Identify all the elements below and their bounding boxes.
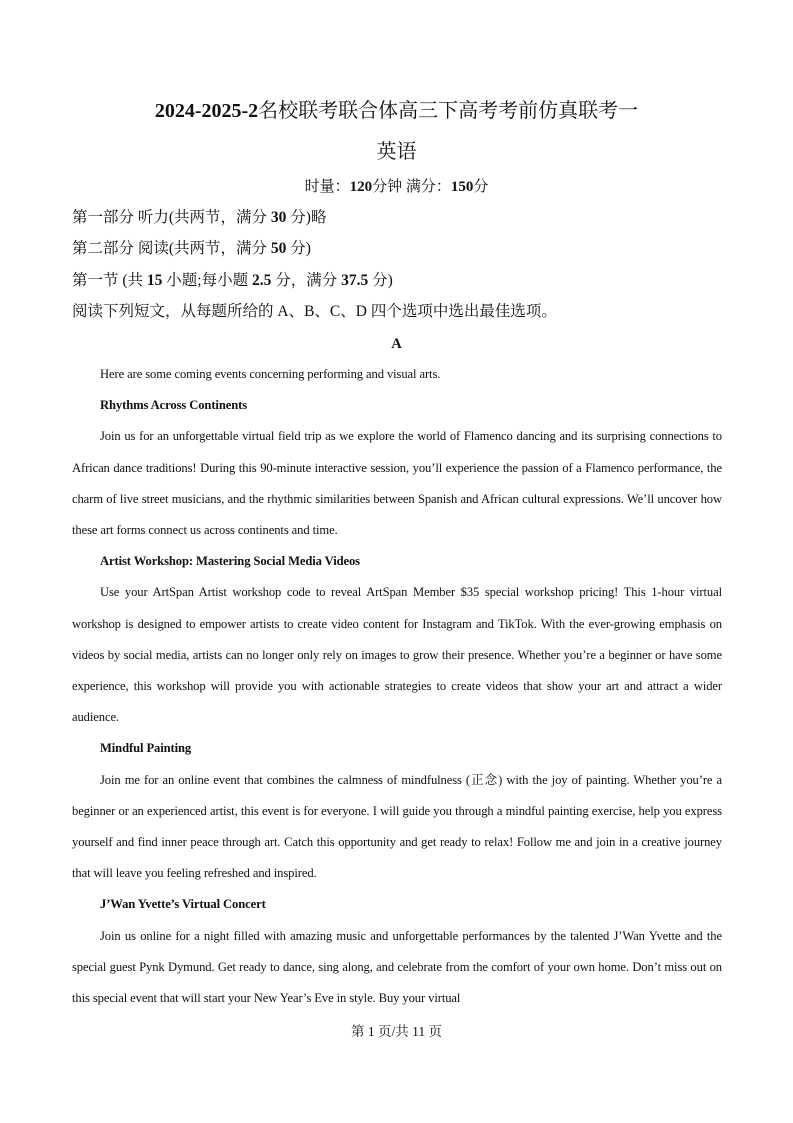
part2-heading	[72, 238, 311, 260]
exam-title	[0, 97, 793, 125]
event-title: J’Wan Yvette’s Virtual Concert	[100, 897, 266, 912]
sec1-mid2: 分，满分	[271, 272, 342, 289]
part1-tail: 分)略	[286, 209, 327, 226]
sec1-each: 2.5	[251, 272, 272, 289]
footer-prefix: 第	[350, 1024, 368, 1039]
footer-mid: 页/共	[374, 1024, 413, 1039]
footer-suffix: 页	[425, 1024, 442, 1039]
sec1-count: 15	[146, 272, 163, 289]
event-title: Rhythms Across Continents	[100, 398, 248, 413]
part1-score: 30	[270, 209, 287, 226]
score-value: 150	[450, 179, 474, 195]
event-body: Join us for an unforgettable virtual field trip as we explore the world of Flamenco dancing and its surprising connections to African dance traditions! During this 90-minute interactive session, you’ll experience the passion of a Flamenco performance, the charm of live street musicians, and the rhythmic similarities between Spanish and African cultural expressions. We’ll uncover how these art forms connect us across continents and time.	[72, 429, 722, 538]
passage-body	[72, 359, 722, 1014]
score-unit: 分	[473, 179, 489, 195]
instruction-text: 阅读下列短文，从每题所给的 A、B、C、D 四个选项中选出最佳选项。	[72, 303, 557, 320]
sec1-total: 37.5	[341, 272, 369, 289]
sec1-label: 第一节 (共	[72, 272, 147, 289]
event-body: Join us online for a night filled with amazing music and unforgettable performances by the talented J’Wan Yvette and the special guest Pynk Dymund. Get ready to dance, sing along, and celebrate from the comfort of your own home. Don’t miss out on this special event that will start your New Year’s Eve in style. Buy your virtual	[72, 928, 722, 1006]
passage-intro: Here are some coming events concerning performing and visual arts.	[100, 367, 441, 381]
time-value: 120	[349, 179, 373, 195]
part1-heading	[72, 207, 326, 229]
event-body: Join me for an online event that combines the calmness of mindfulness (正念) with the joy of painting. Whether you’re a beginner or an experienced artist, this event is for everyone. I will guide you through a mindful painting exercise, help you express yourself and find inner peace through art. Catch this opportunity and get ready to relax! Follow me and join in a creative journey that will leave you feeling refreshed and inspired.	[72, 772, 722, 881]
event-title: Artist Workshop: Mastering Social Media Videos	[100, 554, 360, 569]
event-title: Mindful Painting	[100, 741, 192, 756]
exam-title-year: 2024-2025-2	[154, 100, 259, 122]
page-footer	[0, 1022, 793, 1042]
event-body: Use your ArtSpan Artist workshop code to reveal ArtSpan Member $35 special workshop pricing! This 1-hour virtual workshop is designed to empower artists to create video content for Instagram and TikTok. With the ever-growing emphasis on videos by social media, artists can no longer only rely on images to grow their presence. Whether you’re a beginner or have some experience, this workshop will provide you with actionable strategies to create videos that show your art and attract a wider audience.	[72, 585, 722, 725]
section1-heading	[72, 270, 393, 292]
part2-label: 第二部分 阅读(共两节，满分	[72, 240, 271, 257]
footer-page-num: 1	[367, 1024, 375, 1039]
exam-title-text: 名校联考联合体高三下高考考前仿真联考一	[258, 100, 639, 122]
exam-subject: 英语	[376, 141, 417, 163]
exam-meta	[0, 176, 793, 198]
passage-letter: A	[391, 336, 402, 352]
part1-label: 第一部分 听力(共两节，满分	[72, 209, 271, 226]
footer-page-total: 11	[412, 1024, 426, 1039]
part2-tail: 分)	[286, 240, 311, 257]
part2-score: 50	[270, 240, 287, 257]
sec1-tail: 分)	[368, 272, 393, 289]
time-label: 时量：	[304, 179, 350, 195]
sec1-mid: 小题;每小题	[162, 272, 252, 289]
time-unit: 分钟 满分：	[372, 179, 451, 195]
